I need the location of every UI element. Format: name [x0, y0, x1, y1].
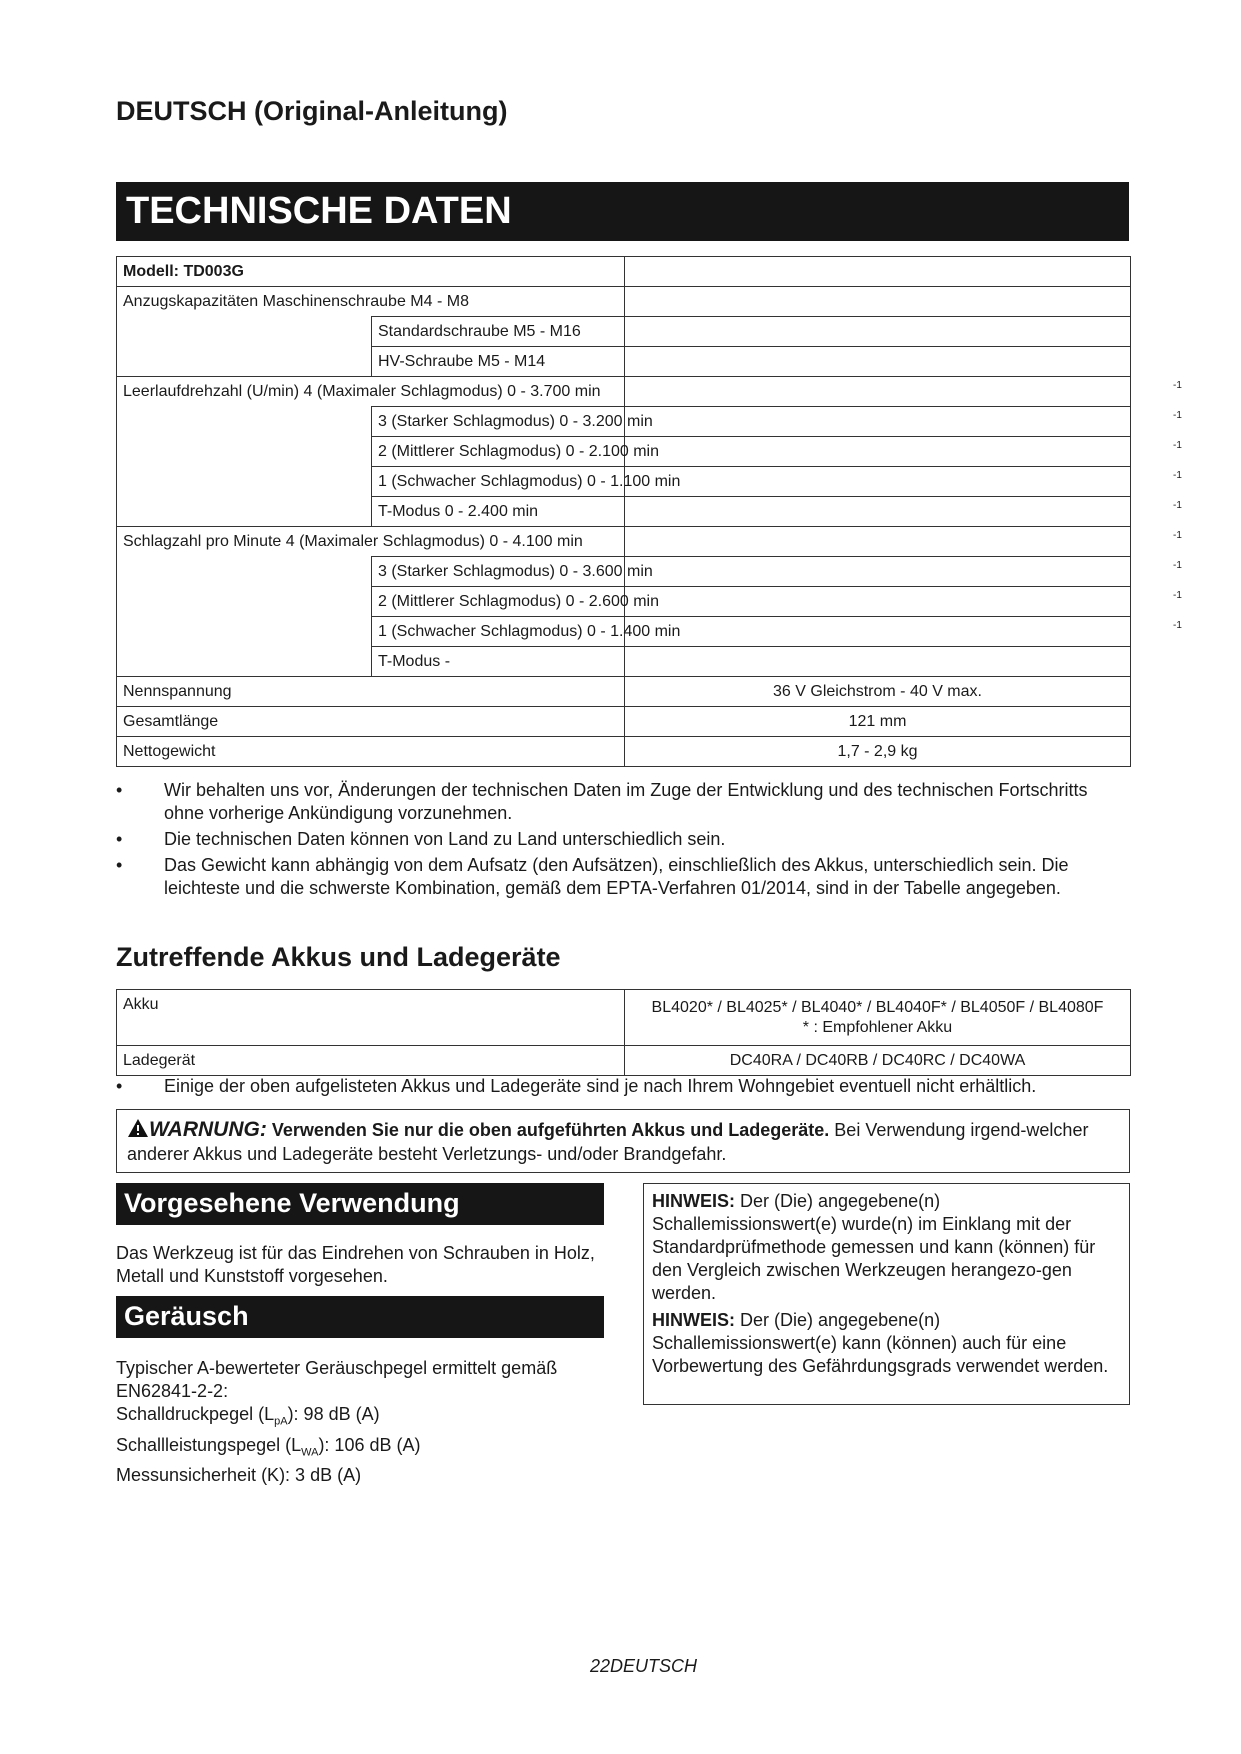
table-row: [117, 1046, 1131, 1076]
table-row: [117, 407, 1131, 437]
warning-text: Bei Verwendung irgend-welcher anderer Akkus und Ladegeräte besteht Verletzungs- und/oder Brandgefahr.: [127, 1120, 1089, 1164]
impacts-t: T-Modus -: [372, 647, 625, 677]
warning-word: WARNUNG:: [149, 1118, 267, 1141]
page-footer: 22DEUTSCH: [590, 1656, 698, 1676]
charger-value: DC40RA / DC40RB / DC40RC / DC40WA: [625, 1046, 1131, 1076]
voltage-value: 36 V Gleichstrom - 40 V max.: [625, 677, 1131, 707]
availability-notes: [116, 1075, 1126, 1101]
table-row: [117, 587, 1131, 617]
superscript: -1: [1173, 409, 1182, 421]
noise-lwa: Schallleistungspegel $(L_{WA})$: 106 dB (A): [116, 1434, 421, 1459]
table-row: [117, 257, 1131, 287]
voltage-label: Nennspannung: [117, 677, 625, 707]
akku-section-title: Zutreffende Akkus und Ladegeräte: [116, 942, 561, 972]
spec-notes: [116, 779, 1126, 903]
warning-bold-text: Verwenden Sie nur die oben aufgeführten Akkus und Ladegeräte.: [271, 1120, 830, 1140]
table-row: [117, 347, 1131, 377]
noload-m3: 3 (Starker Schlagmodus) 0 - 3.200 min: [372, 407, 625, 437]
superscript: -1: [1173, 529, 1182, 541]
spec-banner: TECHNISCHE DATEN: [116, 182, 1129, 241]
spec-table: [116, 256, 1182, 767]
akku-label: Akku: [117, 990, 625, 1046]
impacts-m2: 2 (Mittlerer Schlagmodus) 0 - 2.600 min: [372, 587, 625, 617]
weight-value: 1,7 - 2,9 kg: [625, 737, 1131, 767]
impacts-label: Schlagzahl pro Minute 4 (Maximaler Schlagmodus) 0 - 4.100 min: [117, 527, 625, 557]
capacity-label: Anzugskapazitäten Maschinenschraube M4 - M8: [117, 287, 625, 317]
note-2: HINWEIS: Der (Die) angegebene(n) Schallemissionswert(e) kann (können) auch für eine Vorbewertung des Gefährdungsgrads verwendet werden.: [652, 1310, 1109, 1376]
noise-intro: Typischer A-bewerteter Geräuschpegel ermittelt gemäß EN62841-2-2:: [116, 1358, 558, 1401]
table-row: [117, 437, 1131, 467]
superscript: -1: [1173, 439, 1182, 451]
noload-m1: 1 (Schwacher Schlagmodus) 0 - 1.100 min: [372, 467, 625, 497]
weight-label: Nettogewicht: [117, 737, 625, 767]
noise-block: [116, 1357, 611, 1487]
charger-label: Ladegerät: [117, 1046, 625, 1076]
list-item: • Einige der oben aufgelisteten Akkus und Ladegeräte sind je nach Ihrem Wohngebiet eventuell nicht erhältlich.: [116, 1075, 1126, 1098]
capacity-standard: Standardschraube M5 - M16: [372, 317, 625, 347]
note-1: HINWEIS: Der (Die) angegebene(n) Schallemissionswert(e) wurde(n) im Einklang mit der Standardprüfmethode gemessen und kann (können) für den Vergleich zwischen Werkzeugen herangezo-gen werden.: [652, 1191, 1096, 1303]
superscript: -1: [1173, 499, 1182, 511]
akku-note: * : Empfohlener Akku: [802, 1018, 953, 1036]
table-row: [117, 527, 1131, 557]
table-row: [117, 557, 1131, 587]
length-value: 121 mm: [625, 707, 1131, 737]
superscript: -1: [1173, 469, 1182, 481]
superscript: -1: [1173, 379, 1182, 391]
noload-label: Leerlaufdrehzahl (U/min) 4 (Maximaler Schlagmodus) 0 - 3.700 min: [117, 377, 625, 407]
note-box: [643, 1183, 1130, 1405]
model-label: Modell: TD003G: [117, 257, 625, 287]
table-row: [117, 317, 1131, 347]
table-row: [117, 287, 1131, 317]
warning-icon: [127, 1118, 149, 1138]
table-row: [117, 617, 1131, 647]
length-label: Gesamtlänge: [117, 707, 625, 737]
noload-m2: 2 (Mittlerer Schlagmodus) 0 - 2.100 min: [372, 437, 625, 467]
table-row: [117, 467, 1131, 497]
akku-value: BL4020* / BL4025* / BL4040* / BL4040F* / BL4050F / BL4080F: [651, 998, 1104, 1016]
akku-table: [116, 989, 1131, 1076]
impacts-m1: 1 (Schwacher Schlagmodus) 0 - 1.400 min: [372, 617, 625, 647]
warning-box: [116, 1109, 1130, 1173]
table-row: [117, 497, 1131, 527]
list-item: • Die technischen Daten können von Land zu Land unterschiedlich sein.: [116, 828, 1126, 851]
table-row: [117, 707, 1131, 737]
noise-lpa: Schalldruckpegel $(L_{pA})$: 98 dB (A): [116, 1404, 380, 1428]
noload-t: T-Modus 0 - 2.400 min: [372, 497, 625, 527]
table-row: [117, 737, 1131, 767]
usage-text: Das Werkzeug ist für das Eindrehen von Schrauben in Holz, Metall und Kunststoff vorgesehen.: [116, 1243, 595, 1286]
superscript: -1: [1173, 619, 1182, 631]
table-row: [117, 677, 1131, 707]
table-row: [117, 990, 1131, 1046]
noise-banner: Geräusch: [116, 1296, 604, 1338]
page-title: DEUTSCH (Original-Anleitung): [116, 96, 508, 126]
table-row: [117, 377, 1131, 407]
list-item: • Wir behalten uns vor, Änderungen der technischen Daten im Zuge der Entwicklung und des technischen Fortschritts ohne vorherige Ankündigung vorzunehmen.: [116, 779, 1126, 825]
superscript: -1: [1173, 559, 1182, 571]
superscript: -1: [1173, 589, 1182, 601]
list-item: • Das Gewicht kann abhängig von dem Aufsatz (den Aufsätzen), einschließlich des Akkus, unterschiedlich sein. Die leichteste und die schwerste Kombination, gemäß dem EPTA-Verfahren 01/2014, sind in der Tabelle angegeben.: [116, 854, 1126, 900]
usage-banner: Vorgesehene Verwendung: [116, 1183, 604, 1225]
capacity-hv: HV-Schraube M5 - M14: [372, 347, 625, 377]
impacts-m3: 3 (Starker Schlagmodus) 0 - 3.600 min: [372, 557, 625, 587]
table-row: [117, 647, 1131, 677]
noise-uncertainty: Messunsicherheit (K): 3 dB (A): [116, 1465, 362, 1486]
